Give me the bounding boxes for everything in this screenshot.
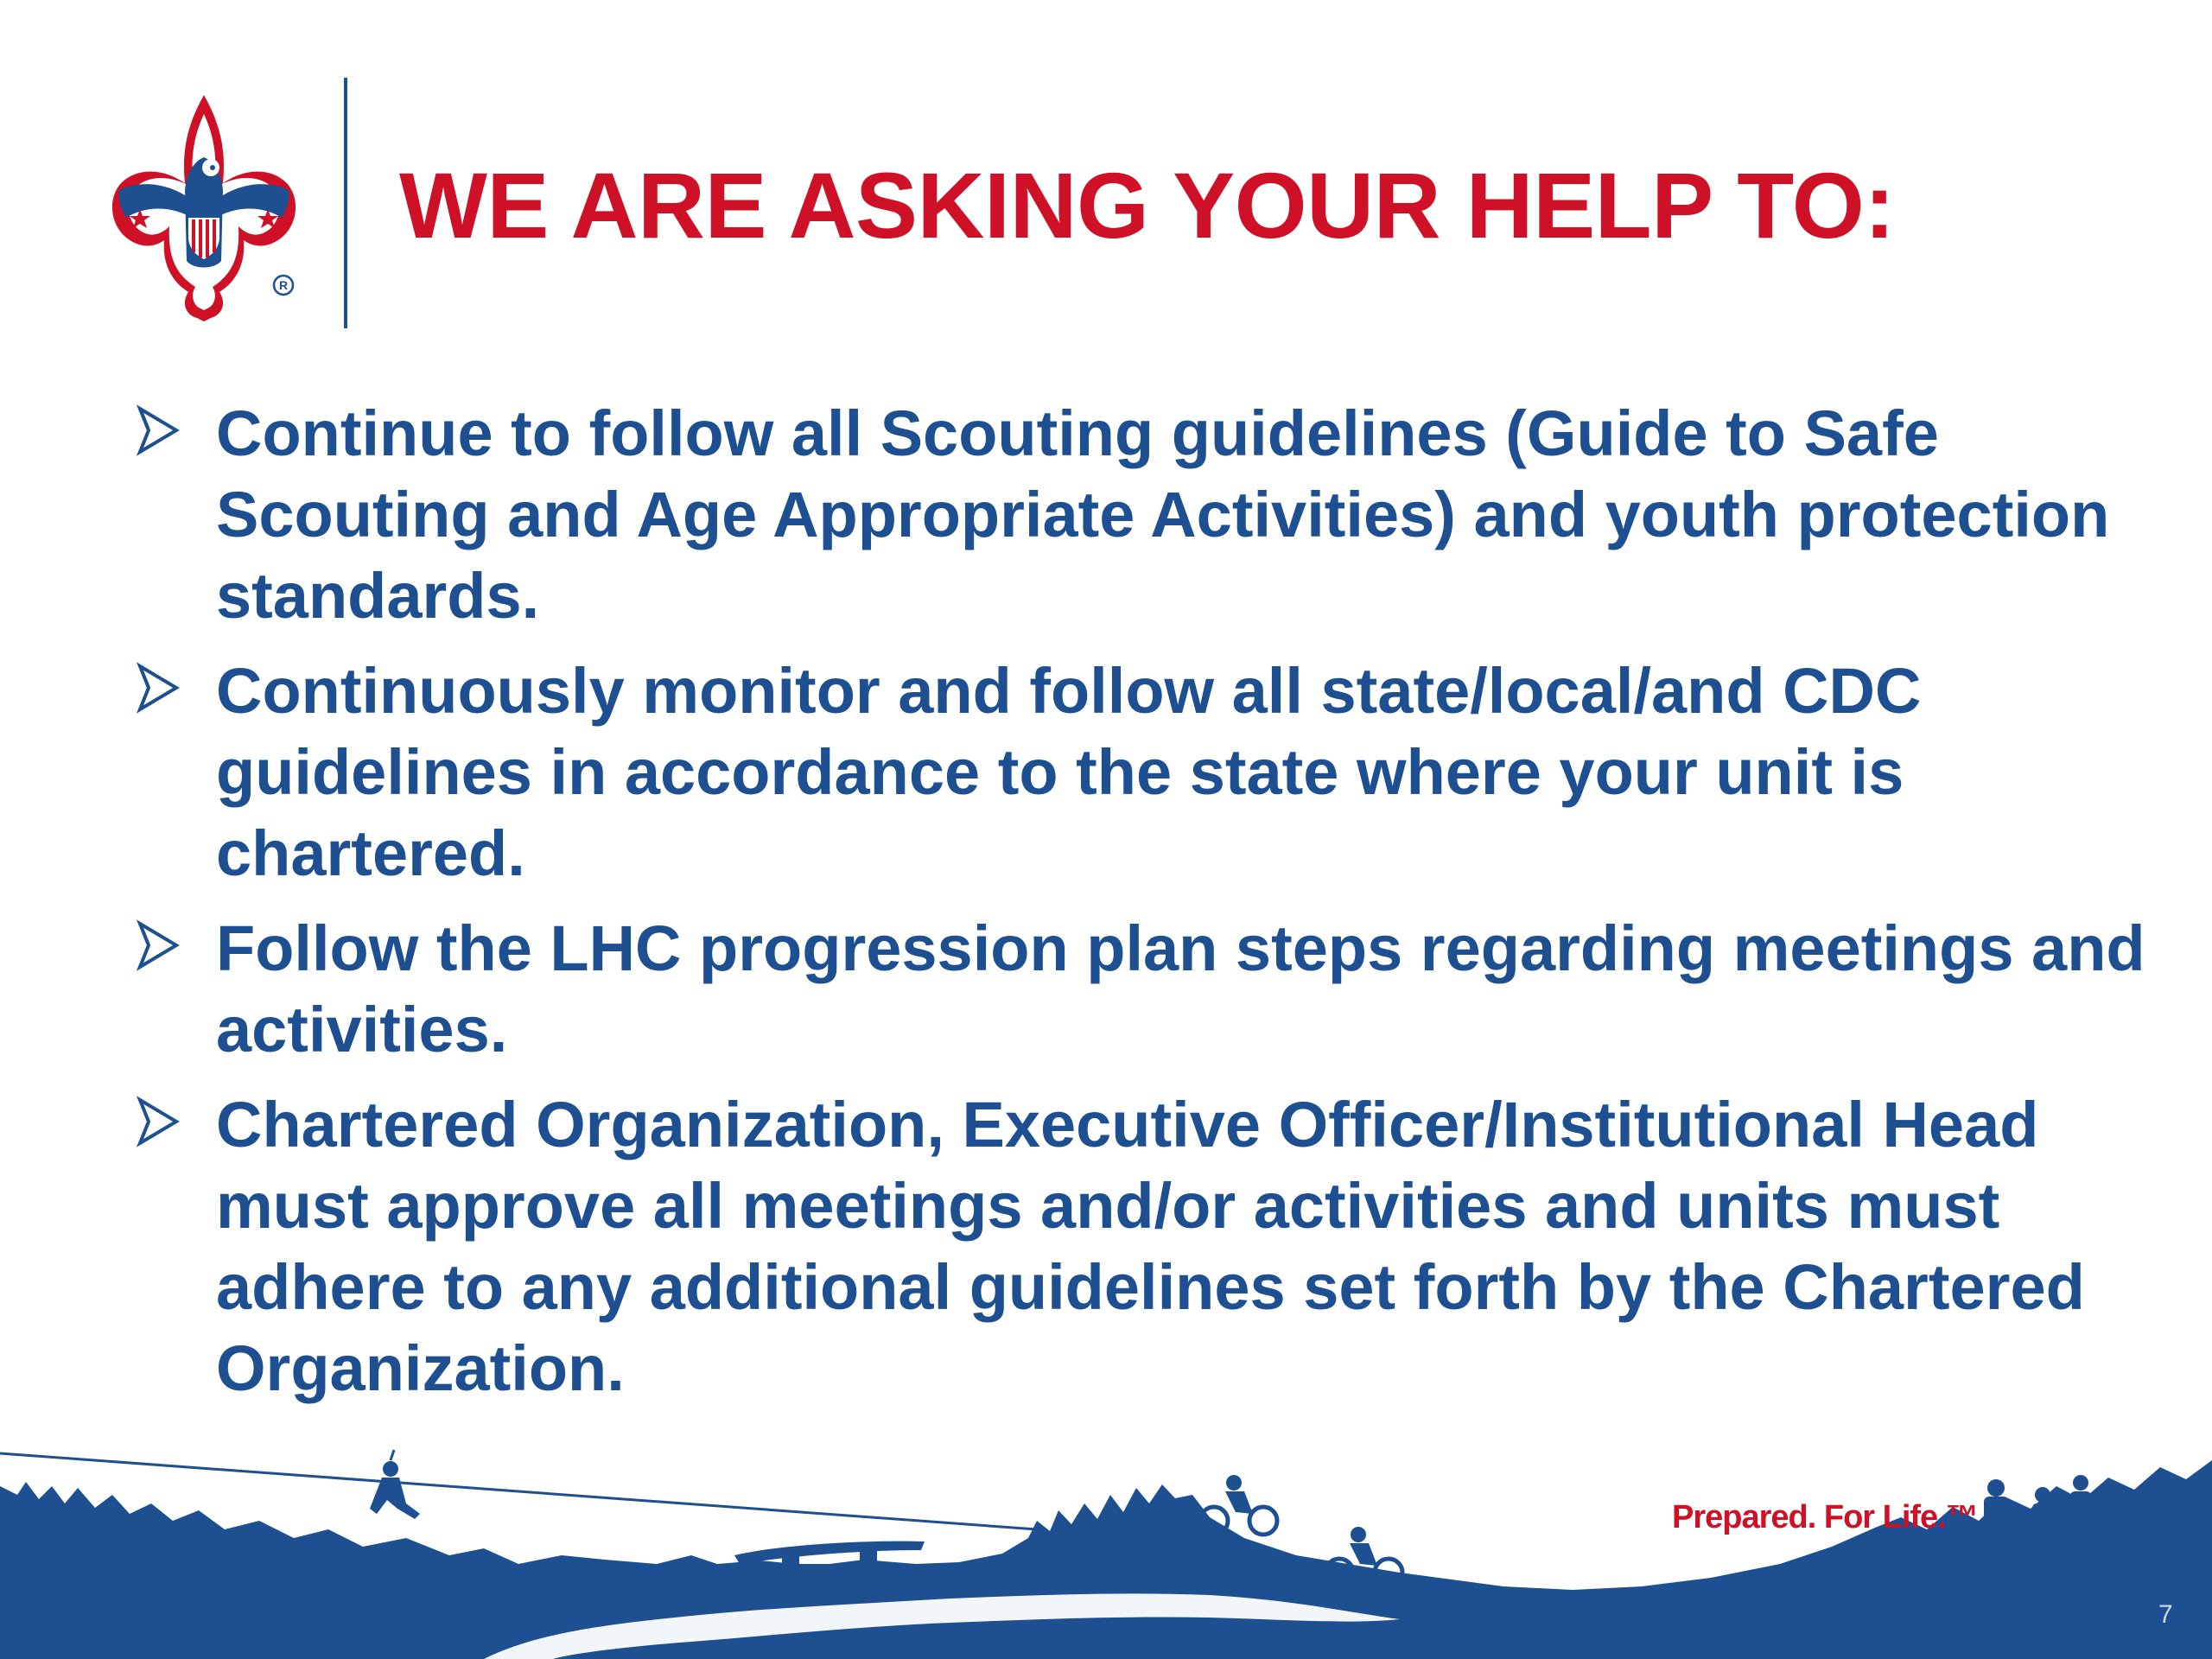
bullet-text: Follow the LHC progression plan steps regarding meetings and activities.	[216, 912, 2145, 1065]
arrowhead-bullet-icon	[137, 658, 180, 718]
list-item	[130, 393, 2169, 637]
arrowhead-bullet-icon	[137, 400, 180, 461]
bullet-list	[130, 393, 2169, 1423]
header-divider	[344, 78, 347, 328]
bullet-text: Continuously monitor and follow all state/local/and CDC guidelines in accordance to the state where your unit is chartered.	[216, 655, 1922, 889]
outdoor-adventure-silhouette-icon	[0, 1434, 2212, 1659]
arrowhead-bullet-icon	[137, 1091, 180, 1152]
bsa-fleur-de-lis-logo-icon	[102, 88, 306, 327]
list-item	[130, 1084, 2169, 1409]
svg-text:R: R	[278, 278, 289, 292]
list-item	[130, 651, 2169, 894]
tagline: Prepared. For Life.™	[1672, 1499, 1978, 1535]
bullet-text: Continue to follow all Scouting guidelines (Guide to Safe Scouting and Age Appropriate Activities) and youth protection standards.	[216, 397, 2110, 632]
page-number: 7	[2158, 1600, 2173, 1629]
list-item	[130, 908, 2169, 1071]
arrowhead-bullet-icon	[137, 915, 180, 976]
bullet-text: Chartered Organization, Executive Officer/Institutional Head must approve all meetings and/or activities and units must adhere to any additional guidelines set forth by the Chartered Organization.	[216, 1089, 2085, 1404]
slide-title: WE ARE ASKING YOUR HELP TO:	[399, 153, 1895, 257]
